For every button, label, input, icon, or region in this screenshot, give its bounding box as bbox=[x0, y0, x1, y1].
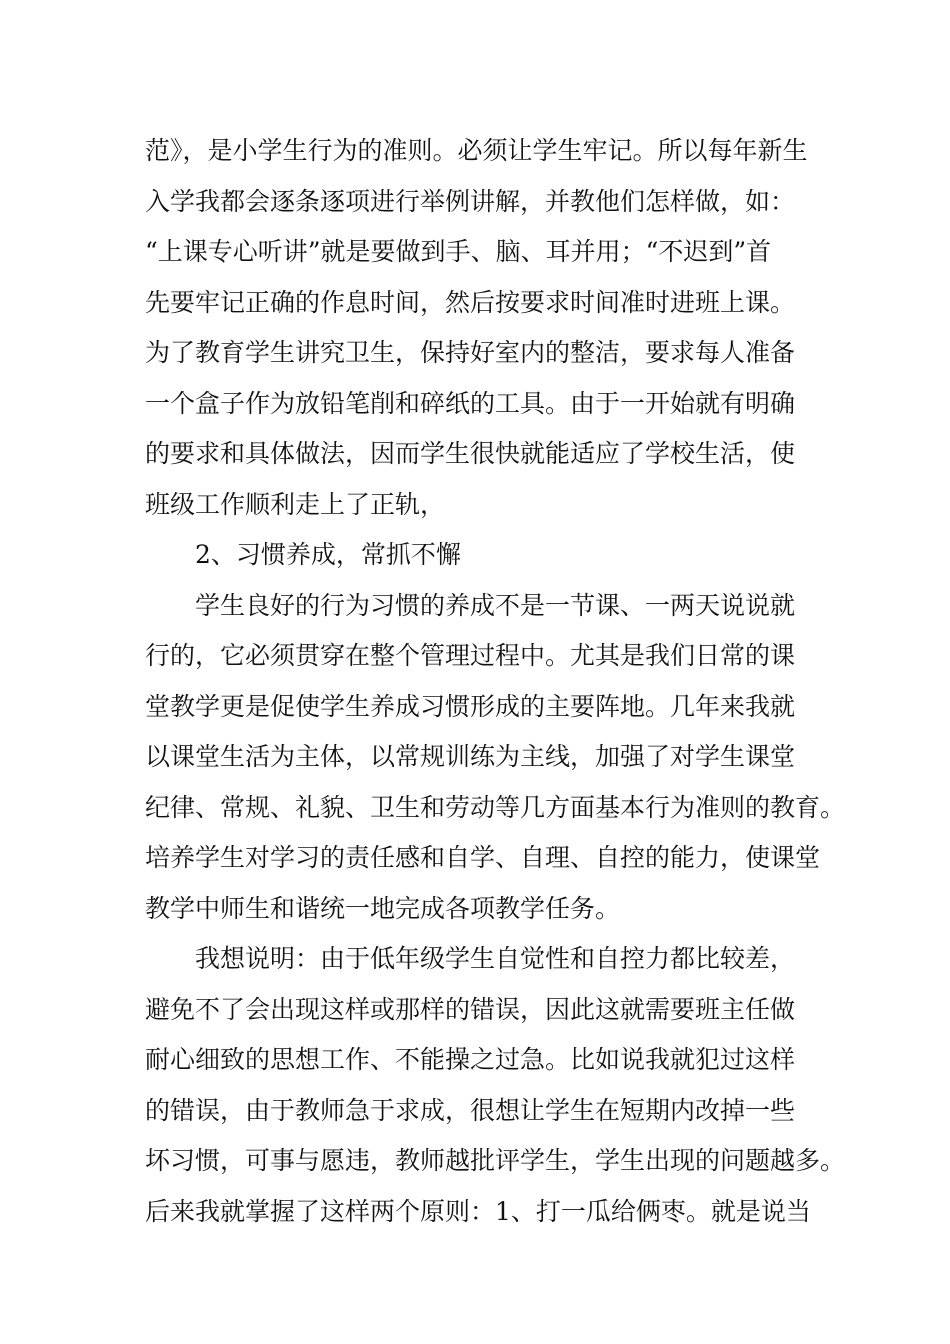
document-body bbox=[145, 126, 846, 1237]
section-heading: 2、习惯养成，常抓不懈 bbox=[195, 540, 461, 569]
text-line: 的错误，由于教师急于求成，很想让学生在短期内改掉一些 bbox=[145, 1095, 796, 1125]
text-line: 为了教育学生讲究卫生，保持好室内的整洁，要求每人准备 bbox=[145, 338, 796, 367]
text-line: 后来我就掌握了这样两个原则：1、打一瓜给俩枣。就是说当 bbox=[145, 1196, 811, 1226]
text-line: 耐心细致的思想工作、不能操之过急。比如说我就犯过这样 bbox=[145, 1045, 796, 1074]
text-line: 教学中师生和谐统一地完成各项教学任务。 bbox=[145, 893, 621, 923]
paragraph-first-line: 学生良好的行为习惯的养成不是一节课、一两天说说就 bbox=[195, 590, 796, 620]
text-line: 入学我都会逐条逐项进行举例讲解，并教他们怎样做，如： bbox=[145, 186, 796, 216]
text-line: 纪律、常规、礼貌、卫生和劳动等几方面基本行为准则的教育。 bbox=[145, 792, 846, 822]
text-line: 行的，它必须贯穿在整个管理过程中。尤其是我们日常的课 bbox=[145, 641, 796, 670]
text-line: 培养学生对学习的责任感和自学、自理、自控的能力，使课堂 bbox=[145, 843, 821, 872]
text-line: 先要牢记正确的作息时间，然后按要求时间准时进班上课。 bbox=[145, 287, 796, 317]
text-line: 坏习惯，可事与愿违，教师越批评学生，学生出现的问题越多。 bbox=[145, 1146, 846, 1175]
text-line: 班级工作顺利走上了正轨， bbox=[145, 489, 446, 519]
text-line: 范》，是小学生行为的准则。必须让学生牢记。所以每年新生 bbox=[145, 136, 808, 165]
text-line: 以课堂生活为主体，以常规训练为主线，加强了对学生课堂 bbox=[145, 742, 796, 771]
text-line: 的要求和具体做法，因而学生很快就能适应了学校生活，使 bbox=[145, 439, 796, 468]
text-line: 避免不了会出现这样或那样的错误，因此这就需要班主任做 bbox=[145, 994, 796, 1024]
text-line: 一个盒子作为放铅笔削和碎纸的工具。由于一开始就有明确 bbox=[145, 388, 796, 418]
text-line: 堂教学更是促使学生养成习惯形成的主要阵地。几年来我就 bbox=[145, 691, 796, 721]
text-line: “上课专心听讲”就是要做到手、脑、耳并用；“不迟到”首 bbox=[145, 237, 772, 266]
paragraph-first-line: 我想说明：由于低年级学生自觉性和自控力都比较差， bbox=[195, 944, 796, 973]
